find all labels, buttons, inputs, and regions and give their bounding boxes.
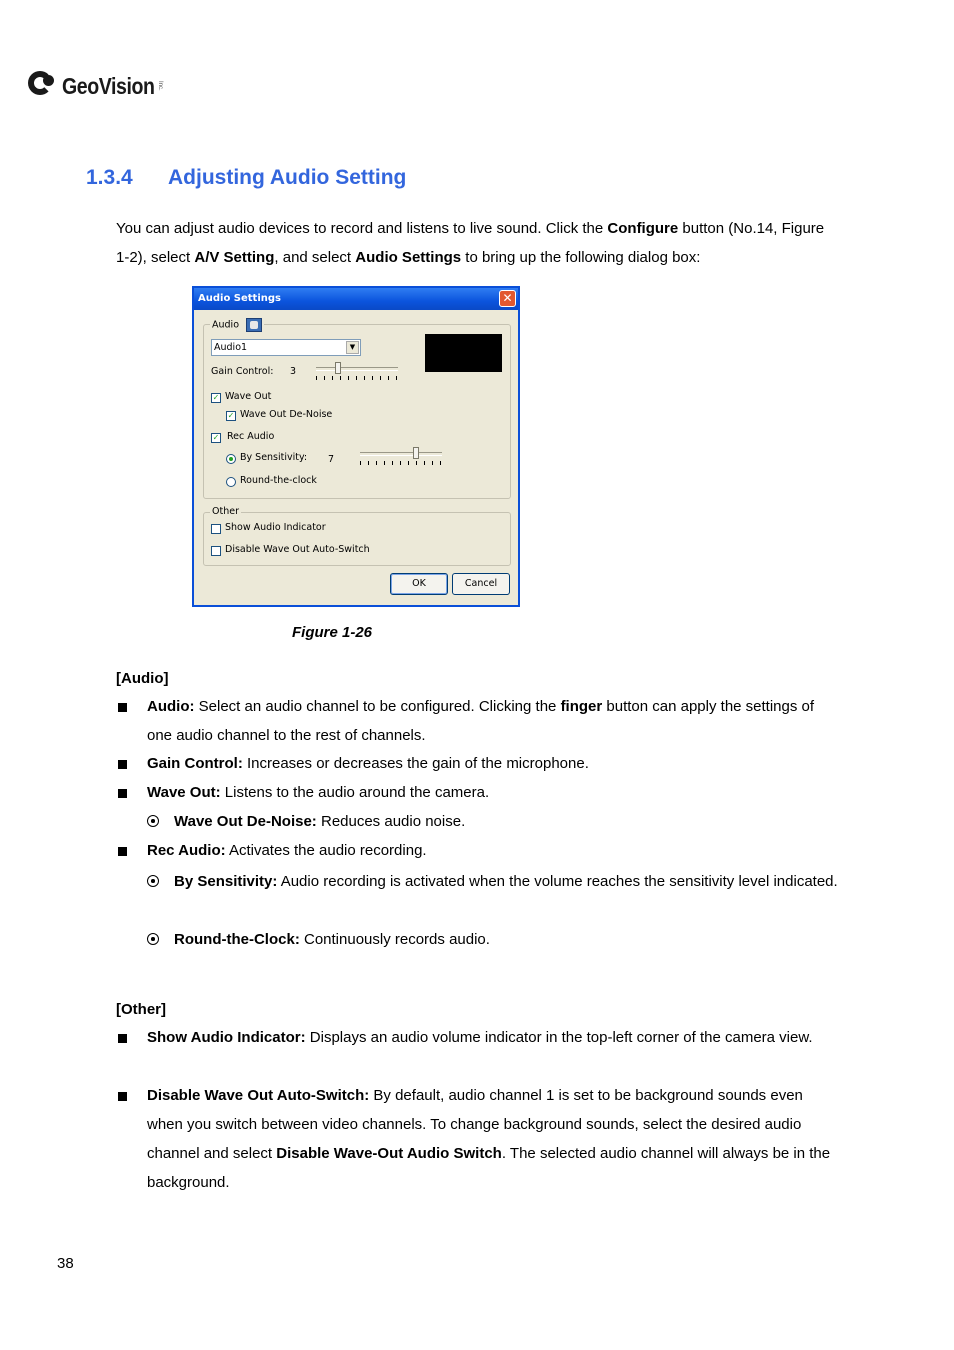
intro-text: button (No.14, Figure 1-2), select — [116, 220, 825, 266]
disable-wave-out-label: Disable Wave Out Auto-Switch — [225, 544, 370, 555]
gain-control-value: 3 — [290, 366, 297, 377]
by-sensitivity-label: By Sensitivity: — [240, 452, 308, 463]
dialog-title-bar — [194, 288, 518, 310]
logo-text: GeoVision — [62, 72, 155, 99]
finger-icon — [250, 321, 258, 329]
bullet-square-icon — [118, 1092, 127, 1101]
bullet-circle-icon — [147, 875, 159, 887]
show-audio-indicator-label: Show Audio Indicator — [225, 522, 326, 533]
round-the-clock-label: Round-the-clock — [240, 475, 317, 486]
logo-small-text: Inc. — [156, 81, 163, 91]
bullet-text: Activates the audio recording. — [225, 842, 427, 859]
geovision-logo — [28, 66, 163, 106]
slider-track — [316, 367, 398, 371]
wave-out-denoise-checkbox[interactable]: ✓ — [227, 411, 235, 420]
intro-text: You can adjust audio devices to record and listens to live sound. Click the — [116, 220, 608, 237]
bullet-text: By default, audio channel 1 is set to be background sounds even when you switch between video channels. To change background sounds, select the desired audio channel and select — [147, 1087, 803, 1162]
audio-level-preview — [425, 334, 502, 372]
figure-caption: Figure 1-26 — [292, 624, 373, 641]
bullet-term: Disable Wave Out Auto-Switch: — [147, 1087, 370, 1104]
page-number: 38 — [57, 1255, 74, 1272]
audio-settings-dialog — [192, 286, 520, 607]
bullet-text: Audio recording is activated when the volume reaches the sensitivity level indicated. — [277, 873, 838, 890]
bullet-term: Wave Out: — [147, 784, 221, 801]
list-item — [116, 836, 842, 865]
intro-text: to bring up the following dialog box: — [461, 249, 701, 266]
chevron-down-icon[interactable]: ▼ — [346, 341, 359, 354]
bullet-text: Continuously records audio. — [299, 931, 490, 948]
audio-channel-select[interactable] — [211, 339, 361, 356]
list-item — [116, 692, 842, 750]
close-button[interactable]: ✕ — [499, 290, 516, 307]
list-item — [147, 807, 839, 836]
wave-out-label: Wave Out — [225, 391, 272, 402]
sensitivity-value: 7 — [328, 454, 335, 465]
show-audio-indicator-checkbox[interactable] — [211, 524, 221, 534]
other-section-heading: [Other] — [116, 1001, 166, 1018]
bullet-square-icon — [118, 847, 127, 856]
slider-ticks — [360, 461, 442, 465]
bullet-text: Displays an audio volume indicator in the top-left corner of the camera view. — [305, 1029, 813, 1046]
bullet-term: Disable Wave-Out Audio Switch — [276, 1145, 502, 1162]
wave-out-denoise-label: Wave Out De-Noise — [240, 409, 333, 420]
bullet-square-icon — [118, 1034, 127, 1043]
sensitivity-slider[interactable] — [360, 447, 442, 465]
list-item — [116, 778, 842, 807]
cancel-button[interactable]: Cancel — [452, 573, 510, 595]
bullet-text: Select an audio channel to be configured. Clicking the — [194, 698, 561, 715]
intro-paragraph — [116, 214, 840, 272]
slider-thumb[interactable] — [413, 447, 419, 459]
bullet-term: finger — [560, 698, 603, 715]
list-item — [147, 867, 839, 896]
audio-group-label: Audio — [212, 319, 240, 331]
bullet-term: Round-the-Clock: — [174, 931, 300, 948]
other-group-legend: Other — [212, 506, 239, 517]
geovision-logo-icon — [28, 69, 62, 103]
section-heading — [86, 166, 406, 190]
round-the-clock-radio[interactable] — [226, 477, 236, 487]
slider-ticks — [316, 376, 398, 380]
wave-out-checkbox[interactable]: ✓ — [212, 393, 220, 402]
bullet-circle-icon — [147, 933, 159, 945]
bullet-circle-icon — [147, 815, 159, 827]
bullet-term: Wave Out De-Noise: — [174, 813, 317, 830]
dialog-title: Audio Settings — [198, 293, 281, 304]
bullet-text: button can apply the settings of one audio channel to the rest of channels. — [147, 698, 815, 744]
ok-button[interactable]: OK — [390, 573, 448, 595]
list-item — [116, 1023, 842, 1052]
bullet-square-icon — [118, 703, 127, 712]
section-title: Adjusting Audio Setting — [168, 166, 407, 189]
bullet-term: Show Audio Indicator: — [147, 1029, 306, 1046]
bullet-text: Reduces audio noise. — [316, 813, 466, 830]
audio-group-legend — [210, 318, 264, 332]
bullet-square-icon — [118, 760, 127, 769]
bullet-text: . The selected audio channel will always be in the background. — [147, 1145, 831, 1191]
audio-section-heading: [Audio] — [116, 670, 169, 687]
list-item — [116, 749, 842, 778]
other-group — [203, 506, 511, 566]
bullet-text: Listens to the audio around the camera. — [220, 784, 490, 801]
rec-audio-label: Rec Audio — [227, 431, 275, 442]
bullet-square-icon — [118, 789, 127, 798]
finger-button[interactable] — [246, 318, 262, 332]
disable-wave-out-checkbox[interactable] — [211, 546, 221, 556]
bullet-term: Audio: — [147, 698, 195, 715]
intro-text: , and select — [274, 249, 356, 266]
gain-control-slider[interactable] — [316, 362, 398, 380]
bullet-text: Increases or decreases the gain of the microphone. — [242, 755, 589, 772]
section-number: 1.3.4 — [86, 166, 133, 189]
gain-control-label: Gain Control: — [211, 366, 274, 377]
intro-bold-audio-settings: Audio Settings — [355, 249, 462, 266]
bullet-term: By Sensitivity: — [174, 873, 278, 890]
list-item — [116, 1081, 842, 1197]
slider-track — [360, 452, 442, 456]
slider-thumb[interactable] — [335, 362, 341, 374]
audio-channel-value: Audio1 — [214, 342, 248, 353]
intro-bold-av-setting: A/V Setting — [194, 249, 275, 266]
list-item — [147, 925, 839, 954]
intro-bold-configure: Configure — [607, 220, 679, 237]
by-sensitivity-radio[interactable] — [226, 454, 236, 464]
bullet-term: Gain Control: — [147, 755, 243, 772]
rec-audio-checkbox[interactable]: ✓ — [212, 433, 220, 442]
bullet-term: Rec Audio: — [147, 842, 226, 859]
